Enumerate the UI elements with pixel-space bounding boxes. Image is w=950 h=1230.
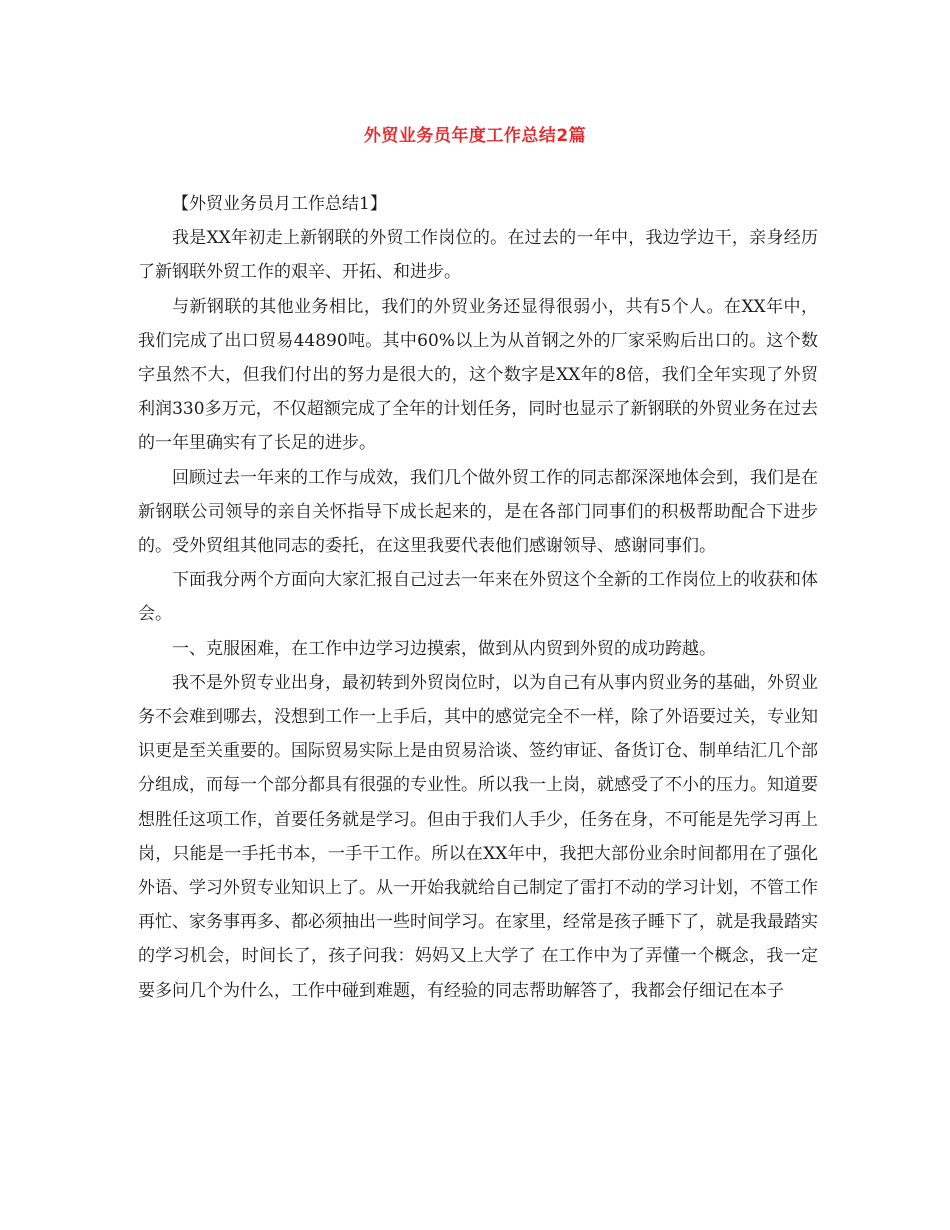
document-body: [138, 187, 818, 1008]
document-title: 外贸业务员年度工作总结2篇: [363, 126, 587, 146]
paragraph: 与新钢联的其他业务相比，我们的外贸业务还显得很弱小，共有5个人。在XX年中，我们完成了出口贸易44890吨。其中60%以上为从首钢之外的厂家采购后出口的。这个数字虽然不大，但我们付出的努力是很大的，这个数字是XX年的8倍，我们全年实现了外贸利润330多万元，不仅超额完成了全年的计划任务，同时也显示了新钢联的外贸业务在过去的一年里确实有了长足的进步。: [138, 296, 818, 454]
paragraph: 我不是外贸专业出身，最初转到外贸岗位时，以为自己有从事内贸业务的基础，外贸业务不会难到哪去，没想到工作一上手后，其中的感觉完全不一样，除了外语要过关，专业知识更是至关重要的。国际贸易实际上是由贸易洽谈、签约审证、备货订仓、制单结汇几个部分组成，而每一个部分都具有很强的专业性。所以我一上岗，就感受了不小的压力。知道要想胜任这项工作，首要任务就是学习。但由于我们人手少，任务在身，不可能是先学习再上岗，只能是一手托书本，一手干工作。所以在XX年中，我把大部份业余时间都用在了强化外语、学习外贸专业知识上了。从一开始我就给自己制定了雷打不动的学习计划，不管工作再忙、家务事再多、都必须抽出一些时间学习。在家里，经常是孩子睡下了，就是我最踏实的学习机会，时间长了，孩子问我：妈妈又上大学了 在工作中为了弄懂一个概念，我一定要多问几个为什么，工作中碰到难题，有经验的同志帮助解答了，我都会仔细记在本子: [138, 672, 818, 1001]
paragraph: 一、克服困难，在工作中边学习边摸索，做到从内贸到外贸的成功跨越。: [172, 638, 716, 659]
paragraph: 下面我分两个方面向大家汇报自己过去一年来在外贸这个全新的工作岗位上的收获和体会。: [138, 570, 818, 625]
paragraph: 回顾过去一年来的工作与成效，我们几个做外贸工作的同志都深深地体会到，我们是在新钢联公司领导的亲自关怀指导下成长起来的，是在各部门同事们的积极帮助配合下进步的。受外贸组其他同志的委托，在这里我要代表他们感谢领导、感谢同事们。: [138, 467, 818, 557]
paragraph: 我是XX年初走上新钢联的外贸工作岗位的。在过去的一年中，我边学边干，亲身经历了新钢联外贸工作的艰辛、开拓、和进步。: [138, 228, 818, 283]
section-heading: 【外贸业务员月工作总结1】: [172, 194, 387, 214]
